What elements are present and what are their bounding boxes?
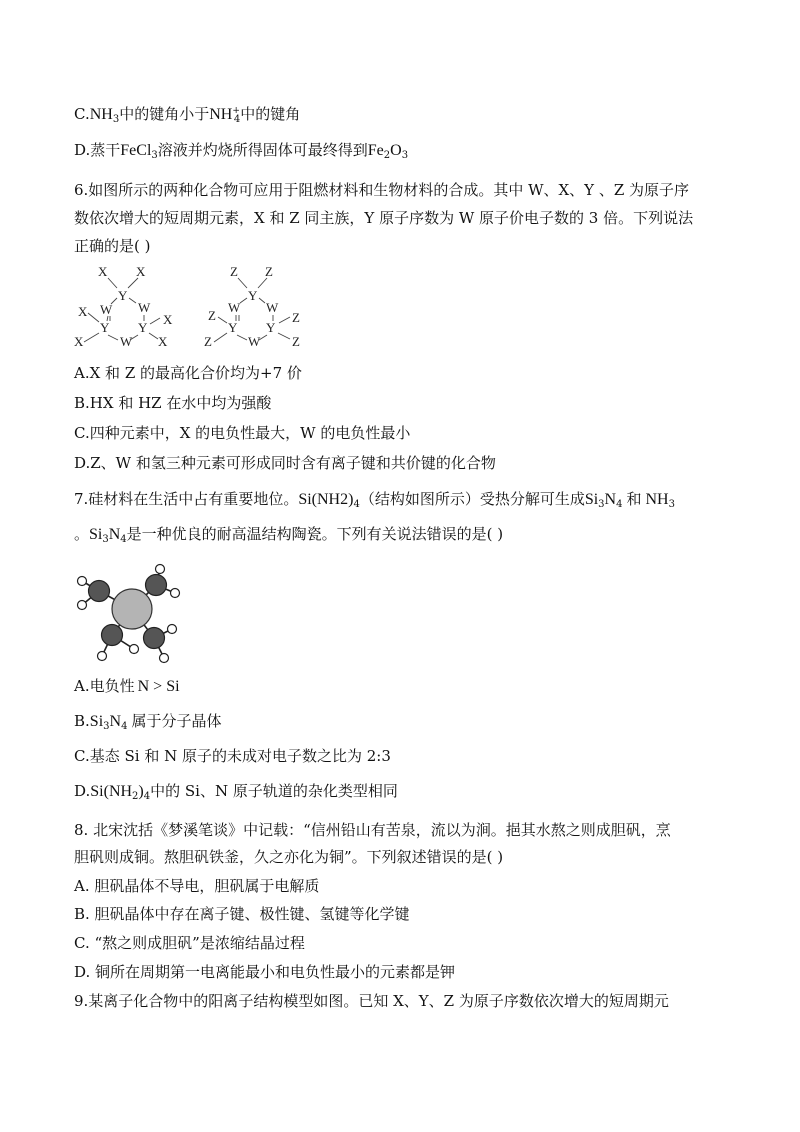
q5-option-c: $C.NH_3$中的键角小于$NH^+_4$中的键角 <box>74 105 301 125</box>
q7-option-b: $B.Si_3N_4$ 属于分子晶体 <box>74 712 222 732</box>
struct2-z: Z <box>292 334 300 349</box>
struct1-w: W <box>100 302 113 317</box>
q7-stem-line2: 。$Si_3N_4$是一种优良的耐高温结构陶瓷。下列有关说法错误的是( ) <box>74 525 504 545</box>
struct2-y: Y <box>248 288 258 303</box>
struct1-y: Y <box>118 288 128 303</box>
q6-stem-line3: 正确的是( ) <box>74 237 151 255</box>
struct1-x: X <box>163 312 173 327</box>
q6-structures-figure <box>70 262 320 354</box>
q6-option-a: A.X 和 Z 的最高化合价均为+7 价 <box>74 364 302 382</box>
struct2-y: Y <box>266 320 276 335</box>
struct2-z: Z <box>265 264 273 279</box>
q7-option-c: C.基态 Si 和 N 原子的未成对电子数之比为 2:3 <box>74 747 391 765</box>
struct2-w: W <box>248 334 261 349</box>
struct1-x: X <box>158 334 168 349</box>
struct1-w: W <box>120 334 133 349</box>
q8-option-d: D. 铜所在周期第一电离能最小和电负性最小的元素都是钾 <box>74 963 456 981</box>
q7-option-a: A.电负性 N > Si <box>74 677 180 695</box>
struct1-y: Y <box>138 320 148 335</box>
struct2-w: W <box>266 300 279 315</box>
struct2-z: Z <box>292 310 300 325</box>
q8-option-c: C. “熬之则成胆矾”是浓缩结晶过程 <box>74 934 305 952</box>
q6-stem-line2: 数依次增大的短周期元素，X 和 Z 同主族，Y 原子序数为 W 原子价电子数的 3 倍。下列说法 <box>74 209 694 227</box>
q6-option-c: C.四种元素中，X 的电负性最大，W 的电负性最小 <box>74 424 411 442</box>
struct2-y: Y <box>228 320 238 335</box>
struct2-z: Z <box>208 308 216 323</box>
q7-stem-line1: 7.硅材料在生活中占有重要地位。$Si(NH2)_4$（结构如图所示）受热分解可生成$Si_3N_4$ 和 $NH_3$ <box>74 490 675 510</box>
q9-stem-line1: 9.某离子化合物中的阳离子结构模型如图。已知 X、Y、Z 为原子序数依次增大的短周期元 <box>74 992 669 1010</box>
q7-molecule-model <box>72 563 192 668</box>
struct1-x: X <box>74 334 84 349</box>
struct2-z: Z <box>204 334 212 349</box>
q8-option-a: A. 胆矾晶体不导电，胆矾属于电解质 <box>74 877 320 895</box>
struct1-y: Y <box>100 320 110 335</box>
q6-option-b: B.HX 和 HZ 在水中均为强酸 <box>74 394 272 412</box>
q8-stem-line1: 8. 北宋沈括《梦溪笔谈》中记载：“信州铅山有苦泉，流以为涧。挹其水熬之则成胆矾，烹 <box>74 821 671 839</box>
struct1-x: X <box>98 264 108 279</box>
struct1-x: X <box>136 264 146 279</box>
q5-option-d: D.蒸干FeCl$_3$溶液并灼烧所得固体可最终得到$Fe_2O_3$ <box>74 141 409 161</box>
q7-option-d: $D.Si(NH_2)_4$中的 Si、N 原子轨道的杂化类型相同 <box>74 782 398 802</box>
struct2-z: Z <box>230 264 238 279</box>
struct2-w: W <box>228 300 241 315</box>
struct1-x: X <box>78 304 88 319</box>
q8-stem-line2: 胆矾则成铜。熬胆矾铁釜，久之亦化为铜”。下列叙述错误的是( ) <box>74 848 504 866</box>
q6-option-d: D.Z、W 和氢三种元素可形成同时含有离子键和共价键的化合物 <box>74 454 496 472</box>
q8-option-b: B. 胆矾晶体中存在离子键、极性键、氢键等化学键 <box>74 905 410 923</box>
q6-stem-line1: 6.如图所示的两种化合物可应用于阻燃材料和生物材料的合成。其中 W、X、Y 、Z 为原子序 <box>74 181 690 199</box>
struct1-w: W <box>138 300 151 315</box>
